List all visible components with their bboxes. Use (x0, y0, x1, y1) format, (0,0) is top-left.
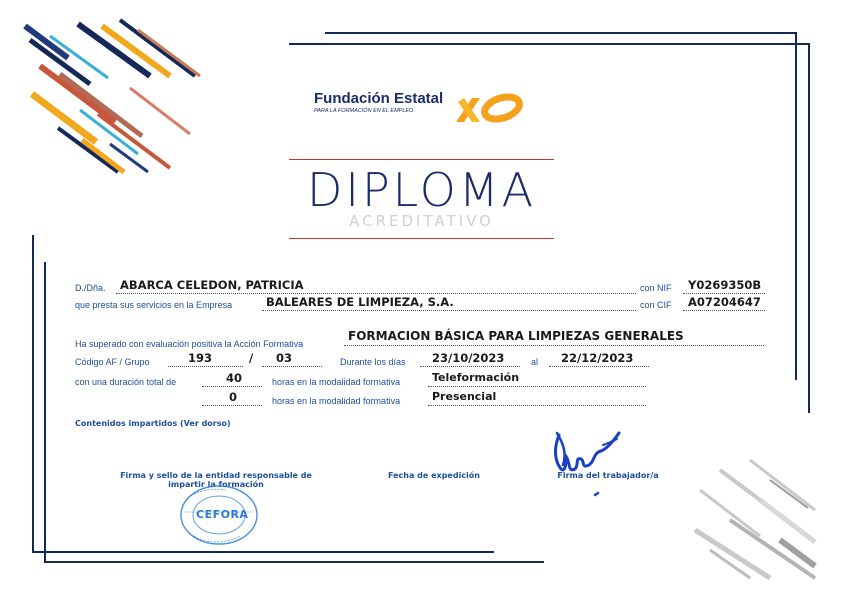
hours-value-2: 0 (229, 390, 238, 404)
worker-signature-image (545, 425, 625, 505)
end-date: 22/12/2023 (561, 351, 634, 365)
frame-top-outer (325, 32, 796, 34)
fundae-logo (314, 90, 443, 114)
group-code: 03 (276, 351, 293, 365)
hours-label-1: horas en la modalidad formativa (272, 377, 401, 387)
participant-prefix-label: D./Dña. (75, 283, 106, 293)
frame-top-inner (289, 43, 808, 45)
frame-left-outer (32, 235, 34, 553)
issue-date-caption: Fecha de expedición (387, 471, 480, 480)
title-rule-top (289, 159, 554, 160)
frame-right-inner (808, 43, 810, 413)
mode-value-1: Teleformación (432, 371, 520, 384)
mode-field-1 (428, 371, 646, 387)
nif-label: con NIF (640, 283, 672, 293)
mode-field-2 (428, 390, 646, 406)
duration-label: con una duración total de (75, 377, 177, 387)
passed-label: Ha superado con evaluación positiva la Acción Formativa (75, 339, 304, 349)
hours-field-2 (202, 390, 262, 406)
logo-tagline: PARA LA FORMACIÓN EN EL EMPLEO (314, 108, 414, 114)
frame-bottom-inner (44, 561, 544, 563)
cif-field (683, 295, 765, 311)
frame-bottom-outer (32, 551, 494, 553)
cif-label: con CIF (640, 300, 672, 310)
end-date-field (549, 351, 649, 367)
dates-label: Durante los días (340, 357, 406, 367)
entity-signature-caption: Firma y sello de la entidad responsable de impartir la formación (120, 471, 312, 489)
decorative-stripes-top-left (20, 18, 210, 193)
company-label: que presta sus servicios en la Empresa (75, 300, 233, 310)
group-field (262, 351, 322, 367)
participant-name-field (116, 278, 636, 294)
title-rule-bottom (289, 238, 554, 239)
diploma-subtitle: ACREDITATIVO (349, 212, 494, 230)
worker-signature-caption: Firma del trabajador/a (557, 471, 659, 480)
hours-label-2: horas en la modalidad formativa (272, 396, 401, 406)
nif-value: Y0269350B (688, 278, 762, 292)
code-label: Código AF / Grupo (75, 357, 150, 367)
start-date: 23/10/2023 (432, 351, 505, 365)
mode-value-2: Presencial (432, 390, 497, 403)
frame-right-outer (795, 32, 797, 380)
decorative-stripes-bottom-right (690, 440, 820, 580)
action-name: FORMACION BÁSICA PARA LIMPIEZAS GENERALES (348, 329, 684, 343)
af-code-field (168, 351, 243, 367)
af-code: 193 (188, 351, 213, 365)
start-date-field (420, 351, 520, 367)
frame-left-inner (44, 262, 46, 562)
contents-label: Contenidos impartidos (Ver dorso) (75, 419, 231, 428)
participant-name: ABARCA CELEDON, PATRICIA (120, 278, 304, 292)
diploma-title: DIPLOMA (306, 163, 537, 217)
logo-name: Fundación Estatal (314, 90, 444, 107)
stamp-brand: CEFORA (196, 508, 249, 521)
action-field (344, 329, 764, 346)
and-label: al (531, 357, 539, 367)
code-separator: / (249, 351, 254, 365)
company-name: BALEARES DE LIMPIEZA, S.A. (266, 295, 454, 309)
nif-field (683, 278, 765, 294)
company-field (262, 295, 636, 311)
cif-value: A07204647 (688, 295, 761, 309)
logo-symbol-icon (452, 88, 532, 128)
hours-value-1: 40 (226, 371, 243, 385)
hours-field-1 (202, 371, 262, 387)
